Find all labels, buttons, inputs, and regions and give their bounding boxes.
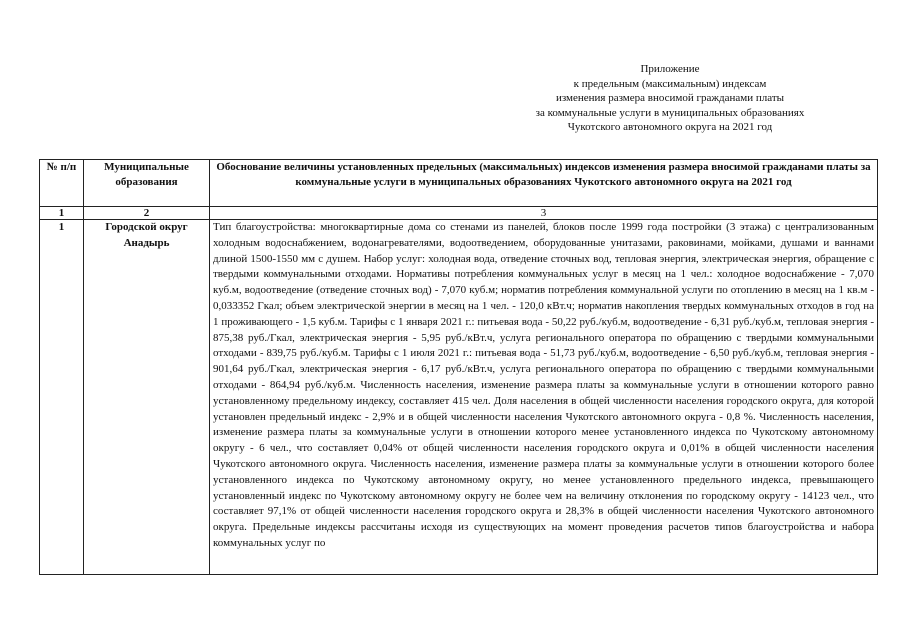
- table-row: [40, 220, 878, 575]
- row-justification-text: Тип благоустройства: многоквартирные дома со стенами из панелей, блоков после 1999 года постройки (3 этажа) с централизованным холодным водоснабжением, водонагревателями, водоотведением, оборудованные унитазами, раковинами, мойками, душами и ваннами длиной 1500-1550 мм с душем. Набор услуг: холодная вода, отведение сточных вод, тепловая энергия, электрическая энергия, обращение с твердыми коммунальными отходами. Нормативы потребления коммунальных услуг в месяц на 1 чел.: холодное водоснабжение - 7,070 куб.м, водоотведение (отведение сточных вод) - 7,070 куб.м; норматив потребления коммунальной услуги по отоплению в месяц на 1 кв.м - 0,033352 Гкал; объем электрической энергии в месяц на 1 чел. - 120,0 кВт.ч; норматив накопления твердых коммунальных отходов в год на 1 проживающего - 1,5 куб.м. Тарифы с 1 января 2021 г.: питьевая вода - 50,22 руб./куб.м, водоотведение - 6,31 руб./куб.м, тепловая энергия - 875,38 руб./Гкал, электрическая энергия - 5,95 руб./кВт.ч, услуга регионального оператора по обращению с твердыми коммунальными отходами - 839,75 руб./куб.м. Тарифы с 1 июля 2021 г.: питьевая вода - 51,73 руб./куб.м, водоотведение - 6,50 руб./куб.м, тепловая энергия - 901,64 руб./Гкал, электрическая энергия - 6,17 руб./кВт.ч, услуга регионального оператора по обращению с твердыми коммунальными отходами - 864,94 руб./куб.м. Численность населения, изменение размера платы за коммунальные услуги в отношении которого равно установленному предельному индексу, составляет 415 чел. Доля населения в общей численности населения городского округа, для которой установлен предельный индекс - 2,9% и в общей численности населения Чукотского автономного округа - 0,8 %. Численность населения, изменение размера платы за коммунальные услуги в отношении которого менее установленного индекса по Чукотскому автономному округу - 6 чел., что составляет 0,04% от общей численности населения городского округа и 0,01% в общей численности населения Чукотского автономного округа. Численность населения, изменение размера платы за коммунальные услуги в отношении которого более установленного индекса по Чукотскому автономному округу, но менее установленного предельного индекса, превышающего установленный индекс по Чукотскому автономному округу не более чем на величину отклонения по городскому округу - 14123 чел., что составляет 97,1% от общей численности населения городского округа и 28,3% в общей численности населения Чукотского автономного округа. Предельные индексы рассчитаны исходя из существующих на момент проведения расчетов типов благоустройства и набора коммунальных услуг по: [213, 221, 874, 549]
- row-justification-cell: [210, 220, 878, 575]
- header-num: № п/п: [40, 160, 84, 207]
- appendix-line: к предельным (максимальным) индексам: [573, 77, 767, 90]
- index-table: [39, 159, 878, 575]
- header-justification: Обоснование величины установленных предельных (максимальных) индексов изменения размера вносимой гражданами платы за коммунальные услуги в муниципальных образованиях Чукотского автономного округа на 2021 год: [210, 160, 878, 207]
- appendix-header: [490, 62, 850, 135]
- row-num: 1: [40, 220, 84, 575]
- appendix-line: изменения размера вносимой гражданами платы: [555, 92, 785, 105]
- appendix-line: за коммунальные услуги в муниципальных образованиях: [535, 106, 805, 119]
- column-number-row: [40, 207, 878, 220]
- row-municipality: Городской округ Анадырь: [84, 220, 210, 575]
- header-municipality: Муниципальные образования: [84, 160, 210, 207]
- col-number: 2: [84, 207, 210, 220]
- col-number: 1: [40, 207, 84, 220]
- col-number: 3: [210, 207, 878, 220]
- appendix-line: Чукотского автономного округа на 2021 год: [567, 121, 773, 134]
- table-header-row: [40, 160, 878, 207]
- appendix-line: Приложение: [640, 63, 700, 75]
